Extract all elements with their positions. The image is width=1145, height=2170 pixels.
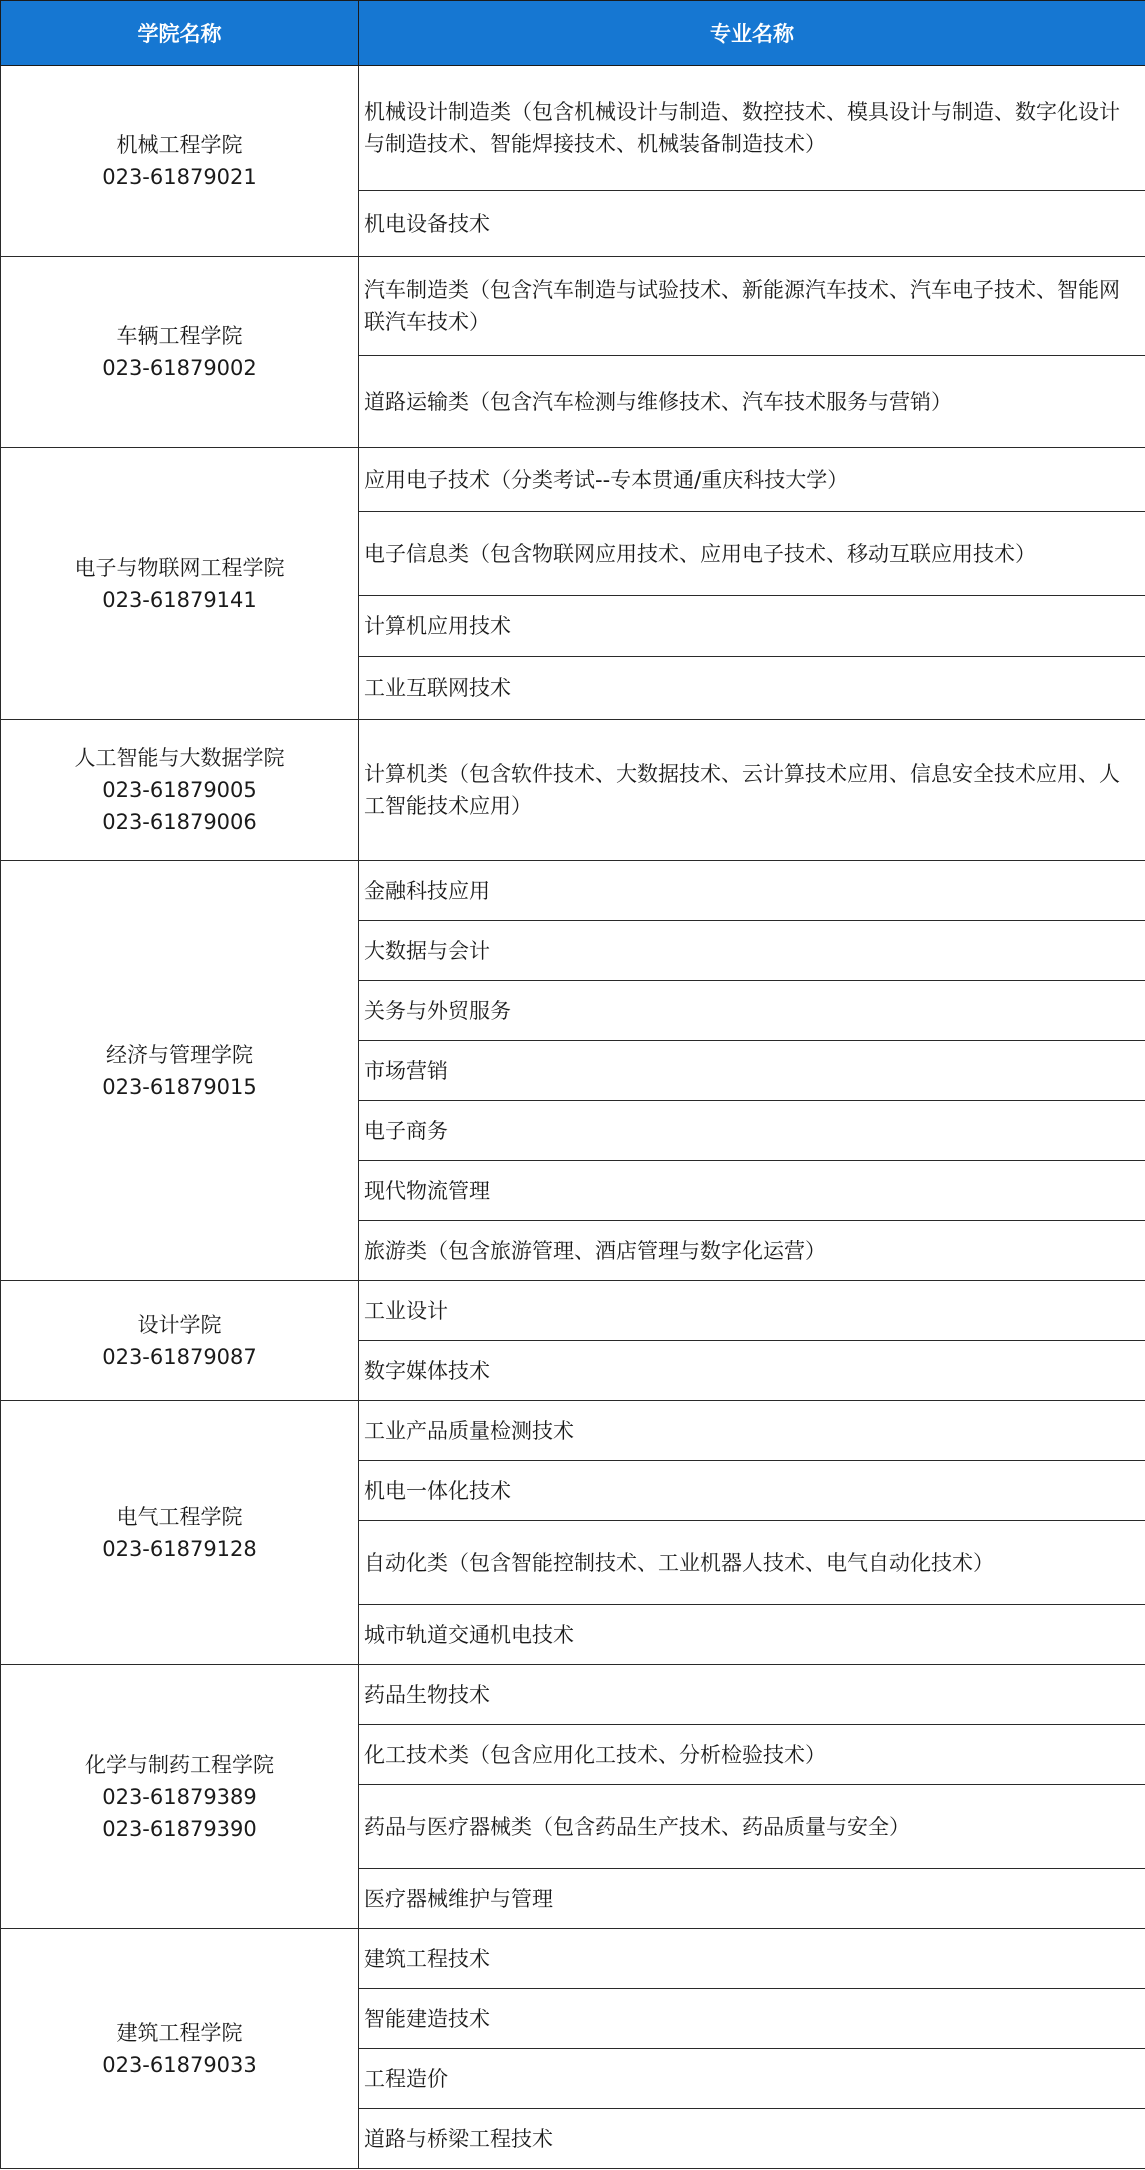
college-name: 电子与物联网工程学院 (74, 555, 285, 580)
major-cell: 工业设计 (359, 1281, 1145, 1341)
major-cell: 工程造价 (359, 2049, 1145, 2109)
major-cell: 汽车制造类（包含汽车制造与试验技术、新能源汽车技术、汽车电子技术、智能网联汽车技术） (359, 257, 1145, 356)
major-cell: 城市轨道交通机电技术 (359, 1605, 1145, 1665)
major-cell: 现代物流管理 (359, 1161, 1145, 1221)
college-phone: 023-61879128 (102, 1536, 257, 1561)
table-row (1, 257, 1145, 356)
table-row (1, 448, 1145, 512)
college-phone: 023-61879033 (102, 2052, 257, 2077)
college-phone: 023-61879087 (102, 1344, 257, 1369)
major-cell: 工业互联网技术 (359, 657, 1145, 720)
major-cell: 大数据与会计 (359, 921, 1145, 981)
major-cell: 关务与外贸服务 (359, 981, 1145, 1041)
college-name: 经济与管理学院 (106, 1042, 253, 1067)
major-cell: 数字媒体技术 (359, 1341, 1145, 1401)
college-cell (1, 66, 359, 257)
major-cell: 电子信息类（包含物联网应用技术、应用电子技术、移动互联应用技术） (359, 512, 1145, 596)
major-cell: 电子商务 (359, 1101, 1145, 1161)
major-cell: 旅游类（包含旅游管理、酒店管理与数字化运营） (359, 1221, 1145, 1281)
major-cell: 化工技术类（包含应用化工技术、分析检验技术） (359, 1725, 1145, 1785)
college-name: 建筑工程学院 (116, 2020, 243, 2045)
college-cell (1, 1929, 359, 2169)
college-phone: 023-61879005 (102, 778, 257, 802)
major-cell: 道路运输类（包含汽车检测与维修技术、汽车技术服务与营销） (359, 356, 1145, 448)
college-cell (1, 257, 359, 448)
college-cell (1, 720, 359, 861)
major-cell: 道路与桥梁工程技术 (359, 2109, 1145, 2169)
college-phone: 023-61879389 (102, 1784, 257, 1809)
college-name: 机械工程学院 (116, 133, 243, 157)
college-cell (1, 1401, 359, 1665)
table-header-row (1, 1, 1145, 66)
major-cell: 计算机应用技术 (359, 596, 1145, 657)
major-cell: 机电一体化技术 (359, 1461, 1145, 1521)
college-phone: 023-61879002 (102, 356, 257, 380)
major-cell: 机械设计制造类（包含机械设计与制造、数控技术、模具设计与制造、数字化设计与制造技术、智能焊接技术、机械装备制造技术） (359, 66, 1145, 191)
major-cell: 计算机类（包含软件技术、大数据技术、云计算技术应用、信息安全技术应用、人工智能技术应用） (359, 720, 1145, 861)
college-phone: 023-61879021 (102, 165, 257, 189)
table-row (1, 720, 1145, 861)
college-cell (1, 448, 359, 720)
header-college-name: 学院名称 (1, 1, 359, 66)
table-row (1, 1929, 1145, 1989)
table-row (1, 1401, 1145, 1461)
major-cell: 医疗器械维护与管理 (359, 1869, 1145, 1929)
major-cell: 应用电子技术（分类考试--专本贯通/重庆科技大学） (359, 448, 1145, 512)
table-row (1, 66, 1145, 191)
major-cell: 机电设备技术 (359, 191, 1145, 257)
major-cell: 智能建造技术 (359, 1989, 1145, 2049)
major-cell: 市场营销 (359, 1041, 1145, 1101)
college-name: 人工智能与大数据学院 (74, 746, 285, 770)
college-phone: 023-61879390 (102, 1816, 257, 1841)
college-name: 设计学院 (137, 1312, 222, 1337)
college-name: 电气工程学院 (116, 1504, 243, 1529)
college-cell (1, 861, 359, 1281)
college-phone: 023-61879141 (102, 587, 257, 612)
major-cell: 药品与医疗器械类（包含药品生产技术、药品质量与安全） (359, 1785, 1145, 1869)
table-row (1, 861, 1145, 921)
college-cell (1, 1665, 359, 1929)
major-cell: 工业产品质量检测技术 (359, 1401, 1145, 1461)
college-name: 车辆工程学院 (116, 324, 243, 348)
major-cell: 建筑工程技术 (359, 1929, 1145, 1989)
major-cell: 自动化类（包含智能控制技术、工业机器人技术、电气自动化技术） (359, 1521, 1145, 1605)
major-cell: 药品生物技术 (359, 1665, 1145, 1725)
header-major-name: 专业名称 (359, 1, 1145, 66)
college-phone: 023-61879015 (102, 1074, 257, 1099)
table-row (1, 1281, 1145, 1341)
college-cell (1, 1281, 359, 1401)
college-phone: 023-61879006 (102, 810, 257, 834)
major-cell: 金融科技应用 (359, 861, 1145, 921)
college-name: 化学与制药工程学院 (85, 1752, 274, 1777)
table-row (1, 1665, 1145, 1725)
